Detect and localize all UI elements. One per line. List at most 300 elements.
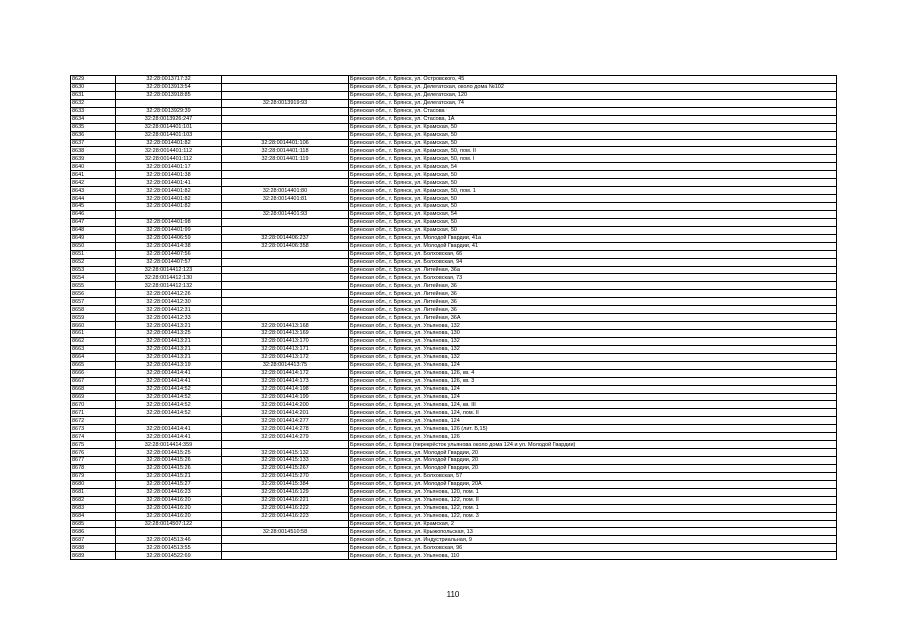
cadastral-number-cell: 32:28:0013918:85 bbox=[116, 91, 222, 99]
table-row bbox=[71, 155, 837, 163]
row-number-cell: 8675 bbox=[71, 441, 116, 449]
parent-cadastral-number-cell: 32:28:0014415:133 bbox=[222, 457, 349, 465]
table-row bbox=[71, 218, 837, 226]
table-row bbox=[71, 187, 837, 195]
parent-cadastral-number-cell: 32:28:0014413:172 bbox=[222, 353, 349, 361]
row-number-cell: 8643 bbox=[71, 187, 116, 195]
address-cell: Брянская обл., г. Брянск, ул. Ульянова, 126, кв. 4 bbox=[349, 369, 837, 377]
table-row bbox=[71, 250, 837, 258]
address-cell: Брянская обл., г. Брянск, ул. Болховская, 96 bbox=[349, 544, 837, 552]
cadastral-number-cell: 32:28:0014415:25 bbox=[116, 449, 222, 457]
address-cell: Брянская обл., г. Брянск, ул. Крамская, 50 bbox=[349, 123, 837, 131]
cadastral-number-cell: 32:28:0014414:41 bbox=[116, 369, 222, 377]
table-row bbox=[71, 210, 837, 218]
table-row bbox=[71, 464, 837, 472]
cadastral-number-cell: 32:28:0014401:101 bbox=[116, 123, 222, 131]
address-cell: Брянская обл., г. Брянск, ул. Ульянова, 124 bbox=[349, 417, 837, 425]
cadastral-number-cell: 32:28:0014401:112 bbox=[116, 147, 222, 155]
row-number-cell: 8686 bbox=[71, 528, 116, 536]
row-number-cell: 8641 bbox=[71, 171, 116, 179]
row-number-cell: 8653 bbox=[71, 266, 116, 274]
table-row bbox=[71, 496, 837, 504]
row-number-cell: 8656 bbox=[71, 290, 116, 298]
cadastral-number-cell bbox=[116, 99, 222, 107]
table-row bbox=[71, 536, 837, 544]
parent-cadastral-number-cell bbox=[222, 76, 349, 84]
table-row bbox=[71, 377, 837, 385]
table-row bbox=[71, 369, 837, 377]
table-row bbox=[71, 385, 837, 393]
cadastral-number-cell: 32:28:0014414:41 bbox=[116, 433, 222, 441]
row-number-cell: 8678 bbox=[71, 464, 116, 472]
parent-cadastral-number-cell bbox=[222, 544, 349, 552]
parent-cadastral-number-cell: 32:28:0014416:222 bbox=[222, 504, 349, 512]
cadastral-number-cell: 32:28:0014513:46 bbox=[116, 536, 222, 544]
table-row bbox=[71, 353, 837, 361]
table-row bbox=[71, 314, 837, 322]
parent-cadastral-number-cell: 32:28:0014401:93 bbox=[222, 210, 349, 218]
cadastral-number-cell: 32:28:0014414:52 bbox=[116, 385, 222, 393]
row-number-cell: 8639 bbox=[71, 155, 116, 163]
table-row bbox=[71, 91, 837, 99]
table-row bbox=[71, 401, 837, 409]
row-number-cell: 8663 bbox=[71, 345, 116, 353]
cadastral-number-cell: 32:28:0014401:82 bbox=[116, 203, 222, 211]
table-row bbox=[71, 234, 837, 242]
table-row bbox=[71, 242, 837, 250]
cadastral-number-cell: 32:28:0014414:52 bbox=[116, 401, 222, 409]
row-number-cell: 8687 bbox=[71, 536, 116, 544]
table-row bbox=[71, 472, 837, 480]
address-cell: Брянская обл., г. Брянск, ул. Делегатская, около дома №102 bbox=[349, 83, 837, 91]
parent-cadastral-number-cell: 32:28:0014413:168 bbox=[222, 322, 349, 330]
row-number-cell: 8654 bbox=[71, 274, 116, 282]
cadastral-number-cell: 32:28:0014414:41 bbox=[116, 377, 222, 385]
row-number-cell: 8651 bbox=[71, 250, 116, 258]
table-row bbox=[71, 433, 837, 441]
cadastral-number-cell: 32:28:0014406:59 bbox=[116, 234, 222, 242]
parent-cadastral-number-cell: 32:28:0014401:81 bbox=[222, 195, 349, 203]
address-cell: Брянская обл., г. Брянск, ул. Стасова bbox=[349, 107, 837, 115]
parent-cadastral-number-cell: 32:28:0014414:277 bbox=[222, 417, 349, 425]
parent-cadastral-number-cell bbox=[222, 441, 349, 449]
row-number-cell: 8630 bbox=[71, 83, 116, 91]
parent-cadastral-number-cell: 32:28:0014414:200 bbox=[222, 401, 349, 409]
table-row bbox=[71, 552, 837, 560]
table-row bbox=[71, 226, 837, 234]
address-cell: Брянская обл., г. Брянск, ул. Крамская, 50 bbox=[349, 179, 837, 187]
cadastral-number-cell: 32:28:0014401:17 bbox=[116, 163, 222, 171]
address-cell: Брянская обл., г. Брянск, ул. Ульянова, 122, пом. 3 bbox=[349, 512, 837, 520]
row-number-cell: 8670 bbox=[71, 401, 116, 409]
cadastral-number-cell: 32:28:0014401:103 bbox=[116, 131, 222, 139]
cadastral-number-cell: 32:28:0014513:55 bbox=[116, 544, 222, 552]
row-number-cell: 8676 bbox=[71, 449, 116, 457]
cadastral-number-cell: 32:28:0014412:132 bbox=[116, 282, 222, 290]
parent-cadastral-number-cell: 32:28:0014401:106 bbox=[222, 139, 349, 147]
cadastral-number-cell bbox=[116, 417, 222, 425]
address-cell: Брянская обл., г. Брянск, ул. Крамская, 50 bbox=[349, 218, 837, 226]
parent-cadastral-number-cell bbox=[222, 107, 349, 115]
cadastral-number-cell: 32:28:0014415:26 bbox=[116, 457, 222, 465]
cadastral-number-cell: 32:28:0014522:69 bbox=[116, 552, 222, 560]
cadastral-number-cell: 32:28:0014412:31 bbox=[116, 306, 222, 314]
address-cell: Брянская обл., г. Брянск (перекрёсток ульянова около дома 124 и ул. Молодой Гвардии) bbox=[349, 441, 837, 449]
address-cell: Брянская обл., г. Брянск, ул. Ульянова, 132 bbox=[349, 345, 837, 353]
parent-cadastral-number-cell: 32:28:0014401:80 bbox=[222, 187, 349, 195]
address-cell: Брянская обл., г. Брянск, ул. Болховская, 66 bbox=[349, 250, 837, 258]
row-number-cell: 8642 bbox=[71, 179, 116, 187]
parent-cadastral-number-cell bbox=[222, 171, 349, 179]
cadastral-number-cell: 32:28:0014401:82 bbox=[116, 139, 222, 147]
cadastral-number-cell: 32:28:0014401:41 bbox=[116, 179, 222, 187]
row-number-cell: 8633 bbox=[71, 107, 116, 115]
cadastral-number-cell: 32:28:0014401:82 bbox=[116, 195, 222, 203]
address-cell: Брянская обл., г. Брянск, ул. Крамская, 2 bbox=[349, 520, 837, 528]
parent-cadastral-number-cell: 32:28:0014401:118 bbox=[222, 147, 349, 155]
parent-cadastral-number-cell bbox=[222, 218, 349, 226]
address-cell: Брянская обл., г. Брянск, ул. Крамская, 50, пом. II bbox=[349, 147, 837, 155]
row-number-cell: 8666 bbox=[71, 369, 116, 377]
address-cell: Брянская обл., г. Брянск, ул. Литейная, 36а bbox=[349, 266, 837, 274]
address-cell: Брянская обл., г. Брянск, ул. Ульянова, 126 (лит. Б,15) bbox=[349, 425, 837, 433]
address-cell: Брянская обл., г. Брянск, ул. Ульянова, 124 bbox=[349, 393, 837, 401]
row-number-cell: 8665 bbox=[71, 361, 116, 369]
table-row bbox=[71, 480, 837, 488]
cadastral-number-cell: 32:28:0014413:21 bbox=[116, 337, 222, 345]
row-number-cell: 8636 bbox=[71, 131, 116, 139]
parent-cadastral-number-cell: 32:28:0014416:223 bbox=[222, 512, 349, 520]
parent-cadastral-number-cell bbox=[222, 258, 349, 266]
parent-cadastral-number-cell: 32:28:0014414:199 bbox=[222, 393, 349, 401]
cadastral-number-cell: 32:28:0014507:122 bbox=[116, 520, 222, 528]
table-row bbox=[71, 393, 837, 401]
parent-cadastral-number-cell bbox=[222, 290, 349, 298]
row-number-cell: 8667 bbox=[71, 377, 116, 385]
cadastral-number-cell: 32:28:0014407:56 bbox=[116, 250, 222, 258]
table-row bbox=[71, 76, 837, 84]
row-number-cell: 8684 bbox=[71, 512, 116, 520]
cadastral-number-cell: 32:28:0013717:32 bbox=[116, 76, 222, 84]
parent-cadastral-number-cell bbox=[222, 536, 349, 544]
cadastral-number-cell bbox=[116, 210, 222, 218]
table-row bbox=[71, 83, 837, 91]
parent-cadastral-number-cell bbox=[222, 250, 349, 258]
cadastral-number-cell: 32:28:0014415:21 bbox=[116, 472, 222, 480]
row-number-cell: 8664 bbox=[71, 353, 116, 361]
row-number-cell: 8649 bbox=[71, 234, 116, 242]
address-cell: Брянская обл., г. Брянск, ул. Ульянова, 124, кв. III bbox=[349, 401, 837, 409]
address-cell: Брянская обл., г. Брянск, ул. Литейная, 36 bbox=[349, 290, 837, 298]
cadastral-number-cell: 32:28:0014401:98 bbox=[116, 218, 222, 226]
row-number-cell: 8660 bbox=[71, 322, 116, 330]
address-cell: Брянская обл., г. Брянск, ул. Крамская, 50 bbox=[349, 131, 837, 139]
table-row bbox=[71, 544, 837, 552]
cadastral-number-cell: 32:28:0014414:41 bbox=[116, 425, 222, 433]
parent-cadastral-number-cell: 32:28:0014416:129 bbox=[222, 488, 349, 496]
table-row bbox=[71, 290, 837, 298]
row-number-cell: 8645 bbox=[71, 203, 116, 211]
row-number-cell: 8647 bbox=[71, 218, 116, 226]
parent-cadastral-number-cell: 32:28:0014414:278 bbox=[222, 425, 349, 433]
row-number-cell: 8685 bbox=[71, 520, 116, 528]
parent-cadastral-number-cell: 32:28:0014414:172 bbox=[222, 369, 349, 377]
parent-cadastral-number-cell bbox=[222, 306, 349, 314]
parent-cadastral-number-cell bbox=[222, 266, 349, 274]
row-number-cell: 8659 bbox=[71, 314, 116, 322]
parent-cadastral-number-cell bbox=[222, 274, 349, 282]
parent-cadastral-number-cell: 32:28:0014414:201 bbox=[222, 409, 349, 417]
address-cell: Брянская обл., г. Брянск, ул. Крамская, 54 bbox=[349, 163, 837, 171]
row-number-cell: 8688 bbox=[71, 544, 116, 552]
cadastral-number-cell: 32:28:0014415:26 bbox=[116, 464, 222, 472]
cadastral-number-cell: 32:28:0014401:112 bbox=[116, 155, 222, 163]
address-cell: Брянская обл., г. Брянск, ул. Молодой Гвардии, 20 bbox=[349, 449, 837, 457]
parent-cadastral-number-cell: 32:28:0014415:270 bbox=[222, 472, 349, 480]
row-number-cell: 8681 bbox=[71, 488, 116, 496]
table-row bbox=[71, 306, 837, 314]
table-row bbox=[71, 337, 837, 345]
parent-cadastral-number-cell bbox=[222, 179, 349, 187]
address-cell: Брянская обл., г. Брянск, ул. Ульянова, 110 bbox=[349, 552, 837, 560]
address-cell: Брянская обл., г. Брянск, ул. Стасова, 1А bbox=[349, 115, 837, 123]
parent-cadastral-number-cell: 32:28:0014416:221 bbox=[222, 496, 349, 504]
table-row bbox=[71, 441, 837, 449]
parent-cadastral-number-cell: 32:28:0014413:171 bbox=[222, 345, 349, 353]
address-cell: Брянская обл., г. Брянск, ул. Ульянова, 126 bbox=[349, 433, 837, 441]
parent-cadastral-number-cell: 32:28:0014413:170 bbox=[222, 337, 349, 345]
cadastral-number-cell: 32:28:0014414:359 bbox=[116, 441, 222, 449]
row-number-cell: 8650 bbox=[71, 242, 116, 250]
address-cell: Брянская обл., г. Брянск, ул. Крамская, 50 bbox=[349, 171, 837, 179]
cadastral-number-cell: 32:28:0014416:20 bbox=[116, 512, 222, 520]
table-row bbox=[71, 417, 837, 425]
parent-cadastral-number-cell bbox=[222, 91, 349, 99]
parent-cadastral-number-cell bbox=[222, 314, 349, 322]
table-row bbox=[71, 361, 837, 369]
row-number-cell: 8658 bbox=[71, 306, 116, 314]
address-cell: Брянская обл., г. Брянск, ул. Крыжопольская, 13 bbox=[349, 528, 837, 536]
table-row bbox=[71, 171, 837, 179]
cadastral-number-cell: 32:28:0014416:20 bbox=[116, 504, 222, 512]
row-number-cell: 8657 bbox=[71, 298, 116, 306]
cadastral-number-cell: 32:28:0013929:39 bbox=[116, 107, 222, 115]
row-number-cell: 8634 bbox=[71, 115, 116, 123]
parent-cadastral-number-cell: 32:28:0014414:173 bbox=[222, 377, 349, 385]
parent-cadastral-number-cell bbox=[222, 298, 349, 306]
cadastral-number-cell: 32:28:0014412:33 bbox=[116, 314, 222, 322]
cadastral-number-cell: 32:28:0014412:26 bbox=[116, 290, 222, 298]
parent-cadastral-number-cell: 32:28:0014401:119 bbox=[222, 155, 349, 163]
parent-cadastral-number-cell: 32:28:0014414:198 bbox=[222, 385, 349, 393]
parent-cadastral-number-cell: 32:28:0014415:384 bbox=[222, 480, 349, 488]
parent-cadastral-number-cell: 32:28:0014415:132 bbox=[222, 449, 349, 457]
parent-cadastral-number-cell bbox=[222, 163, 349, 171]
row-number-cell: 8680 bbox=[71, 480, 116, 488]
cadastral-number-cell: 32:28:0014415:27 bbox=[116, 480, 222, 488]
table-row bbox=[71, 528, 837, 536]
address-cell: Брянская обл., г. Брянск, ул. Литейная, 36 bbox=[349, 306, 837, 314]
cadastral-number-cell: 32:28:0014412:123 bbox=[116, 266, 222, 274]
table-row bbox=[71, 322, 837, 330]
table-row bbox=[71, 147, 837, 155]
parent-cadastral-number-cell bbox=[222, 282, 349, 290]
row-number-cell: 8671 bbox=[71, 409, 116, 417]
table-row bbox=[71, 131, 837, 139]
address-cell: Брянская обл., г. Брянск, ул. Островского, 45 bbox=[349, 76, 837, 84]
row-number-cell: 8673 bbox=[71, 425, 116, 433]
row-number-cell: 8632 bbox=[71, 99, 116, 107]
parent-cadastral-number-cell: 32:28:0014510:58 bbox=[222, 528, 349, 536]
parent-cadastral-number-cell: 32:28:0013919:93 bbox=[222, 99, 349, 107]
address-cell: Брянская обл., г. Брянск, ул. Делегатская, 120 bbox=[349, 91, 837, 99]
row-number-cell: 8640 bbox=[71, 163, 116, 171]
address-cell: Брянская обл., г. Брянск, ул. Молодой Гвардии, 20 bbox=[349, 457, 837, 465]
row-number-cell: 8638 bbox=[71, 147, 116, 155]
cadastral-number-cell: 32:28:0014414:52 bbox=[116, 393, 222, 401]
table-row bbox=[71, 274, 837, 282]
parent-cadastral-number-cell: 32:28:0014406:358 bbox=[222, 242, 349, 250]
table-row bbox=[71, 330, 837, 338]
cadastral-number-cell: 32:28:0014412:30 bbox=[116, 298, 222, 306]
table-row bbox=[71, 203, 837, 211]
address-cell: Брянская обл., г. Брянск, ул. Индустриальная, 9 bbox=[349, 536, 837, 544]
table-row bbox=[71, 139, 837, 147]
row-number-cell: 8677 bbox=[71, 457, 116, 465]
address-cell: Брянская обл., г. Брянск, ул. Ульянова, 122, пом. II bbox=[349, 496, 837, 504]
cadastral-number-cell: 32:28:0014413:19 bbox=[116, 361, 222, 369]
address-cell: Брянская обл., г. Брянск, ул. Крамская, 50 bbox=[349, 139, 837, 147]
parent-cadastral-number-cell: 32:28:0014415:267 bbox=[222, 464, 349, 472]
row-number-cell: 8652 bbox=[71, 258, 116, 266]
registry-table-body bbox=[71, 76, 837, 560]
address-cell: Брянская обл., г. Брянск, ул. Молодой Гвардии, 20А bbox=[349, 480, 837, 488]
table-row bbox=[71, 115, 837, 123]
cadastral-number-cell: 32:28:0014401:99 bbox=[116, 226, 222, 234]
table-row bbox=[71, 179, 837, 187]
registry-table bbox=[70, 75, 837, 560]
table-row bbox=[71, 258, 837, 266]
cadastral-number-cell: 32:28:0014401:82 bbox=[116, 187, 222, 195]
page-number: 110 bbox=[446, 590, 460, 599]
parent-cadastral-number-cell bbox=[222, 83, 349, 91]
cadastral-number-cell: 32:28:0013913:54 bbox=[116, 83, 222, 91]
table-row bbox=[71, 99, 837, 107]
address-cell: Брянская обл., г. Брянск, ул. Ульянова, 132 bbox=[349, 337, 837, 345]
parent-cadastral-number-cell bbox=[222, 552, 349, 560]
address-cell: Брянская обл., г. Брянск, ул. Крамская, 50, пом. I bbox=[349, 155, 837, 163]
row-number-cell: 8674 bbox=[71, 433, 116, 441]
address-cell: Брянская обл., г. Брянск, ул. Ульянова, 120, пом. 1 bbox=[349, 488, 837, 496]
address-cell: Брянская обл., г. Брянск, ул. Крамская, 50 bbox=[349, 226, 837, 234]
cadastral-number-cell: 32:28:0014413:21 bbox=[116, 353, 222, 361]
table-row bbox=[71, 520, 837, 528]
parent-cadastral-number-cell bbox=[222, 131, 349, 139]
cadastral-number-cell: 32:28:0014416:23 bbox=[116, 488, 222, 496]
row-number-cell: 8648 bbox=[71, 226, 116, 234]
cadastral-number-cell: 32:28:0014412:130 bbox=[116, 274, 222, 282]
address-cell: Брянская обл., г. Брянск, ул. Литейная, 36А bbox=[349, 314, 837, 322]
table-row bbox=[71, 425, 837, 433]
table-row bbox=[71, 266, 837, 274]
table-row bbox=[71, 107, 837, 115]
cadastral-number-cell bbox=[116, 528, 222, 536]
address-cell: Брянская обл., г. Брянск, ул. Крамская, 50, пом. 1 bbox=[349, 187, 837, 195]
table-row bbox=[71, 282, 837, 290]
address-cell: Брянская обл., г. Брянск, ул. Молодой Гвардии, 41 bbox=[349, 242, 837, 250]
table-row bbox=[71, 449, 837, 457]
parent-cadastral-number-cell: 32:28:0014406:237 bbox=[222, 234, 349, 242]
address-cell: Брянская обл., г. Брянск, ул. Ульянова, 130 bbox=[349, 330, 837, 338]
row-number-cell: 8689 bbox=[71, 552, 116, 560]
table-row bbox=[71, 163, 837, 171]
address-cell: Брянская обл., г. Брянск, ул. Болховская, 94 bbox=[349, 258, 837, 266]
table-row bbox=[71, 409, 837, 417]
address-cell: Брянская обл., г. Брянск, ул. Литейная, 36 bbox=[349, 298, 837, 306]
row-number-cell: 8662 bbox=[71, 337, 116, 345]
cadastral-number-cell: 32:28:0014413:21 bbox=[116, 322, 222, 330]
row-number-cell: 8669 bbox=[71, 393, 116, 401]
table-row bbox=[71, 488, 837, 496]
address-cell: Брянская обл., г. Брянск, ул. Болховская, 57 bbox=[349, 472, 837, 480]
address-cell: Брянская обл., г. Брянск, ул. Ульянова, 132 bbox=[349, 322, 837, 330]
address-cell: Брянская обл., г. Брянск, ул. Молодой Гвардии, 41а bbox=[349, 234, 837, 242]
row-number-cell: 8672 bbox=[71, 417, 116, 425]
cadastral-number-cell: 32:28:0014413:21 bbox=[116, 345, 222, 353]
address-cell: Брянская обл., г. Брянск, ул. Делегатская, 74 bbox=[349, 99, 837, 107]
row-number-cell: 8631 bbox=[71, 91, 116, 99]
row-number-cell: 8682 bbox=[71, 496, 116, 504]
address-cell: Брянская обл., г. Брянск, ул. Литейная, 36 bbox=[349, 282, 837, 290]
row-number-cell: 8668 bbox=[71, 385, 116, 393]
table-row bbox=[71, 123, 837, 131]
address-cell: Брянская обл., г. Брянск, ул. Ульянова, 124, пом. II bbox=[349, 409, 837, 417]
address-cell: Брянская обл., г. Брянск, ул. Ульянова, 126, кв. 3 bbox=[349, 377, 837, 385]
row-number-cell: 8635 bbox=[71, 123, 116, 131]
table-row bbox=[71, 298, 837, 306]
cadastral-number-cell: 32:28:0014413:25 bbox=[116, 330, 222, 338]
cadastral-number-cell: 32:28:0014407:57 bbox=[116, 258, 222, 266]
parent-cadastral-number-cell bbox=[222, 123, 349, 131]
cadastral-number-cell: 32:28:0013926:247 bbox=[116, 115, 222, 123]
address-cell: Брянская обл., г. Брянск, ул. Крамская, 50 bbox=[349, 203, 837, 211]
cadastral-number-cell: 32:28:0014414:52 bbox=[116, 409, 222, 417]
row-number-cell: 8655 bbox=[71, 282, 116, 290]
table-row bbox=[71, 345, 837, 353]
table-row bbox=[71, 512, 837, 520]
table-row bbox=[71, 457, 837, 465]
address-cell: Брянская обл., г. Брянск, ул. Ульянова, 132 bbox=[349, 353, 837, 361]
address-cell: Брянская обл., г. Брянск, ул. Ульянова, 124 bbox=[349, 361, 837, 369]
address-cell: Брянская обл., г. Брянск, ул. Болховская, 73 bbox=[349, 274, 837, 282]
parent-cadastral-number-cell: 32:28:0014413:169 bbox=[222, 330, 349, 338]
parent-cadastral-number-cell bbox=[222, 115, 349, 123]
table-row bbox=[71, 195, 837, 203]
parent-cadastral-number-cell bbox=[222, 203, 349, 211]
row-number-cell: 8646 bbox=[71, 210, 116, 218]
cadastral-number-cell: 32:28:0014401:38 bbox=[116, 171, 222, 179]
parent-cadastral-number-cell: 32:28:0014413:75 bbox=[222, 361, 349, 369]
row-number-cell: 8629 bbox=[71, 76, 116, 84]
address-cell: Брянская обл., г. Брянск, ул. Крамская, 50 bbox=[349, 195, 837, 203]
row-number-cell: 8637 bbox=[71, 139, 116, 147]
parent-cadastral-number-cell bbox=[222, 520, 349, 528]
address-cell: Брянская обл., г. Брянск, ул. Крамская, 54 bbox=[349, 210, 837, 218]
cadastral-number-cell: 32:28:0014416:20 bbox=[116, 496, 222, 504]
row-number-cell: 8679 bbox=[71, 472, 116, 480]
address-cell: Брянская обл., г. Брянск, ул. Молодой Гвардии, 20 bbox=[349, 464, 837, 472]
row-number-cell: 8661 bbox=[71, 330, 116, 338]
